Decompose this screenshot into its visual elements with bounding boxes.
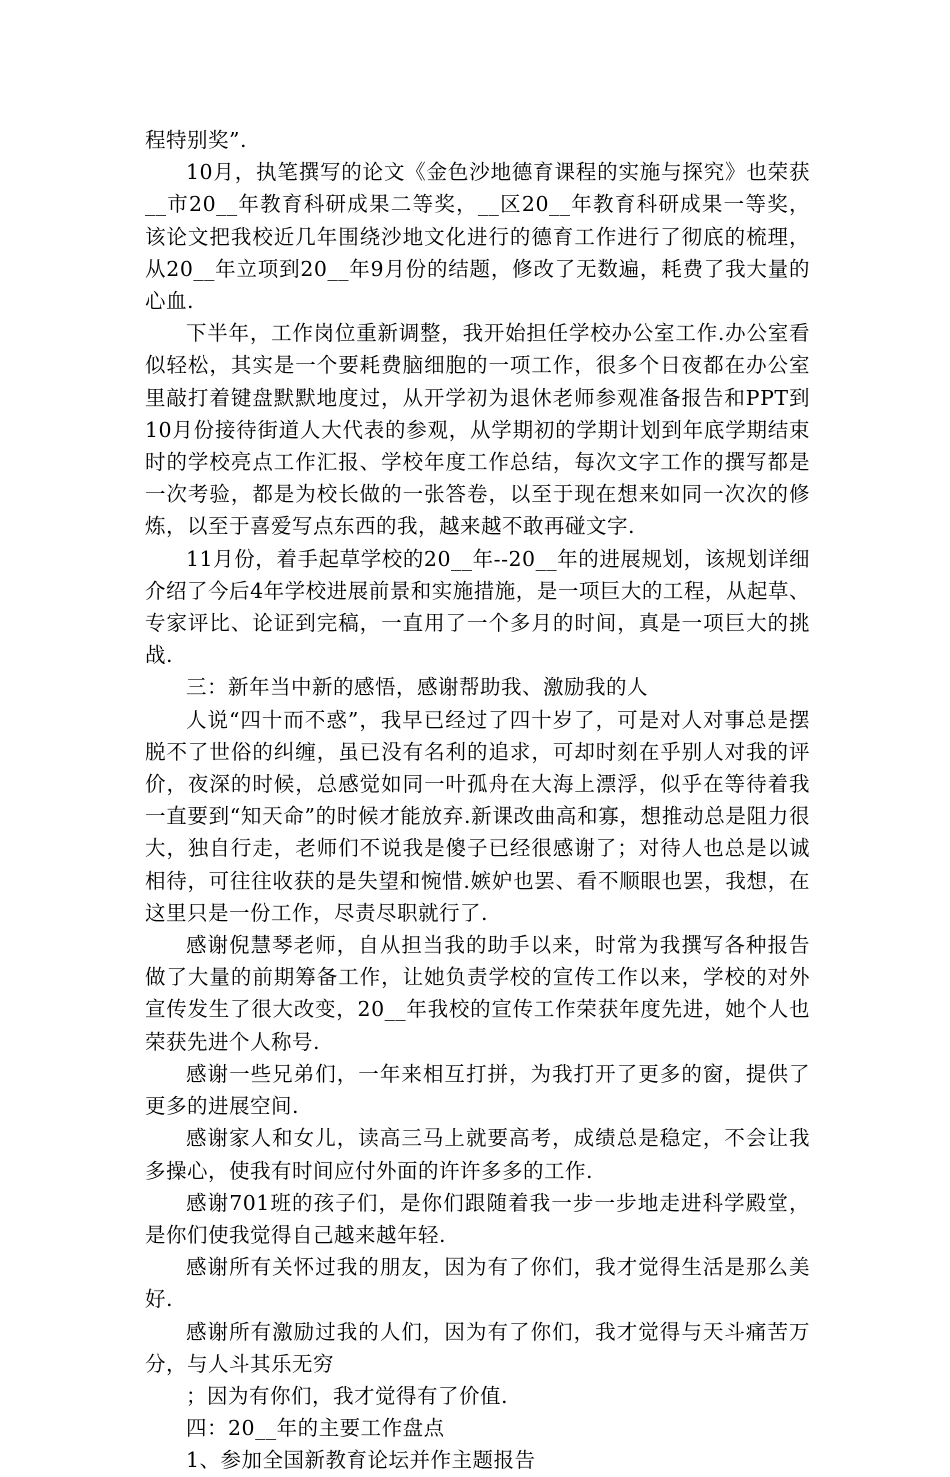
section-heading: 三：新年当中新的感悟，感谢帮助我、激励我的人 [186,675,648,700]
paragraph: 感谢所有激励过我的人们，因为有了你们，我才觉得与天斗痛苦万分，与人斗其乐无穷 [145,1319,810,1376]
document-page [145,124,810,1477]
paragraph: 感谢倪慧琴老师，自从担当我的助手以来，时常为我撰写各种报告做了大量的前期筹备工作，让她负责学校的宣传工作以来，学校的对外宣传发生了很大改变，20__年我校的宣传工作荣获年度先进，她个人也荣获先进个人称号. [145,933,810,1054]
paragraph: 感谢家人和女儿，读高三马上就要高考，成绩总是稳定，不会让我多操心，使我有时间应付外面的许许多多的工作. [145,1126,810,1183]
paragraph: 感谢701班的孩子们，是你们跟随着我一步一步地走进科学殿堂，是你们使我觉得自己越来越年轻. [145,1190,810,1247]
paragraph: ；因为有你们，我才觉得有了价值. [186,1383,509,1408]
paragraph: 11月份，着手起草学校的20__年--20__年的进展规划，该规划详细介绍了今后4年学校进展前景和实施措施，是一项巨大的工程，从起草、专家评比、论证到完稿，一直用了一个多月的时间，真是一项巨大的挑战. [145,546,810,668]
paragraph: 人说“四十而不惑”，我早已经过了四十岁了，可是对人对事总是摆脱不了世俗的纠缠，虽已没有名利的追求，可却时刻在乎别人对我的评价，夜深的时候，总感觉如同一叶孤舟在大海上漂浮，似乎在等待着我一直要到“知天命”的时候才能放弃.新课改曲高和寡，想推动总是阻力很大，独自行走，老师们不说我是傻子已经很感谢了；对待人也总是以诚相待，可往往收获的是失望和惋惜.嫉妒也罢、看不顺眼也罢，我想，在这里只是一份工作，尽责尽职就行了. [145,707,810,925]
paragraph: 10月，执笔撰写的论文《金色沙地德育课程的实施与探究》也荣获__市20__年教育科研成果二等奖，__区20__年教育科研成果一等奖，该论文把我校近几年围绕沙地文化进行的德育工作进行了彻底的梳理，从20__年立项到20__年9月份的结题，修改了无数遍，耗费了我大量的心血. [145,160,810,314]
list-item: 1、参加全国新教育论坛并作主题报告 [186,1448,536,1473]
paragraph: 感谢一些兄弟们，一年来相互打拼，为我打开了更多的窗，提供了更多的进展空间. [145,1061,810,1119]
paragraph: 感谢所有关怀过我的朋友，因为有了你们，我才觉得生活是那么美好. [145,1255,810,1312]
section-heading: 四：20__年的主要工作盘点 [186,1416,445,1441]
paragraph: 下半年，工作岗位重新调整，我开始担任学校办公室工作.办公室看似轻松，其实是一个要耗费脑细胞的一项工作，很多个日夜都在办公室里敲打着键盘默默地度过，从开学初为退休老师参观准备报告和PPT到10月份接待街道人大代表的参观，从学期初的学期计划到年底学期结束时的学校亮点工作汇报、学校年度工作总结，每次文字工作的撰写都是一次考验，都是为校长做的一张答卷，以至于现在想来如同一次次的修炼，以至于喜爱写点东西的我，越来越不敢再碰文字. [145,321,810,539]
paragraph: 程特别奖”. [145,128,247,152]
